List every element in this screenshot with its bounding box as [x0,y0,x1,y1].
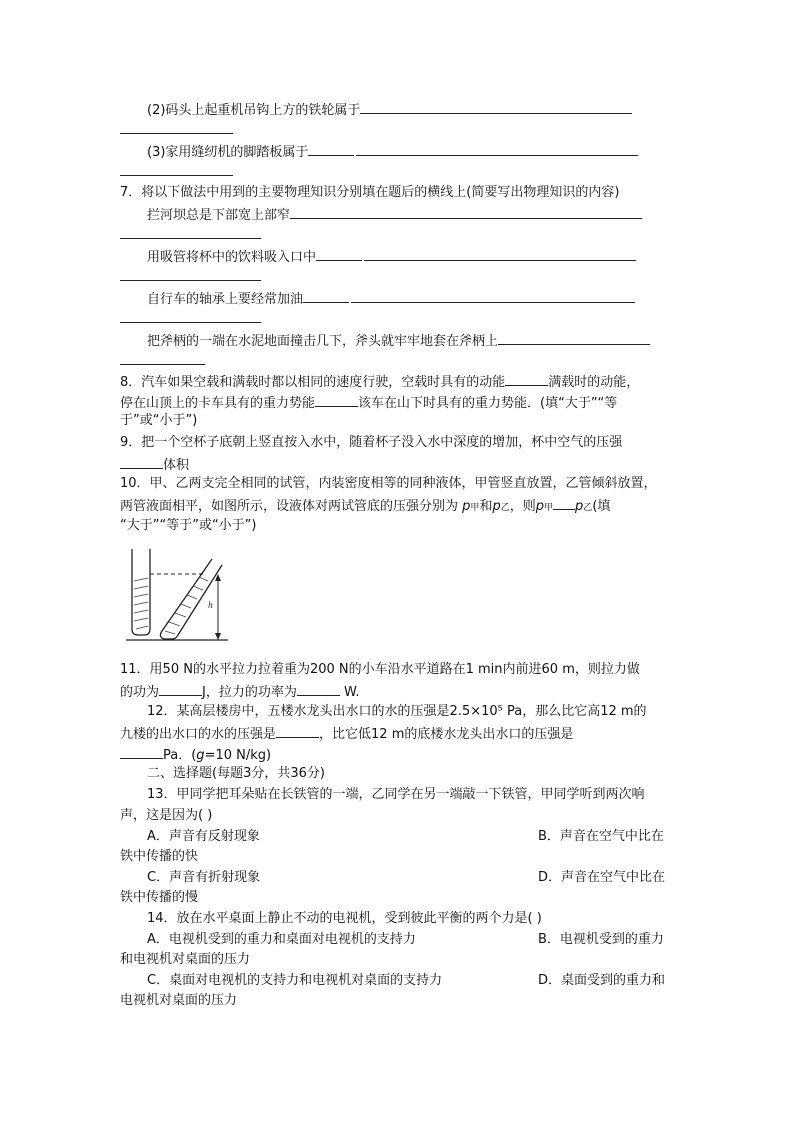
height-arrow [215,574,221,640]
q10-line1: 10．甲、乙两支完全相同的试管，内装密度相等的同种液体，甲管竖直放置，乙管倾斜放置， [120,476,657,491]
q14-option-a[interactable]: A．电视机受到的重力和桌面对电视机的支持力 [147,932,416,947]
answer-blank-continuation[interactable] [120,121,233,134]
q7-b: 用吸管将杯中的饮料吸入口中 [147,248,636,266]
q11-line2: 的功为 J，拉力的功率为 W. [120,685,360,700]
vertical-tube-jia [132,549,150,635]
q14-option-c[interactable]: C．桌面对电视机的支持力和电视机对桌面的支持力 [147,973,443,988]
answer-blank-continuation[interactable] [120,352,205,365]
q9-line1: 9．把一个空杯子底朝上竖直按入水中，随着杯子没入水中深度的增加，杯中空气的压强 [120,435,623,450]
q7-stem: 7．将以下做法中用到的主要物理知识分别填在题后的横线上(简要写出物理知识的内容) [120,185,620,200]
answer-blank[interactable] [360,101,632,114]
answer-blank[interactable] [364,248,636,261]
q6-item2: (2)码头上起重机吊钩上方的铁轮属于 [147,101,632,119]
answer-blank-continuation[interactable] [120,310,261,323]
q13-option-c[interactable]: C．声音有折射现象 [147,870,261,885]
answer-blank[interactable] [316,248,362,261]
q12-line3: Pa．(g=10 N/kg) [120,746,271,764]
answer-blank-continuation[interactable] [120,268,261,281]
q8-line1: 8．汽车如果空载和满载时都以相同的速度行驶，空载时具有的动能 满载时的动能， [120,375,640,390]
answer-blank[interactable] [351,290,635,303]
answer-blank-continuation[interactable] [120,226,261,239]
q13-stem-line2: 声，这是因为( ) [120,808,213,823]
answer-blank-continuation[interactable] [120,163,233,176]
q13-option-b-cont: 铁中传播的快 [120,849,199,864]
q7-a: 拦河坝总是下部宽上部窄 [147,206,642,224]
q14-option-d[interactable]: D．桌面受到的重力和 [538,973,666,988]
q12-line1: 12．某高层楼房中，五楼水龙头出水口的水的压强是2.5×10⁵ Pa，那么比它高12 m的 [147,704,647,719]
q13-option-d-cont: 铁中传播的慢 [120,890,199,905]
q13-option-b[interactable]: B．声音在空气中比在 [538,829,664,844]
q14-option-b-cont: 和电视机对桌面的压力 [120,952,251,967]
q8-line2: 停在山顶上的卡车具有的重力势能 该车在山下时具有的重力势能．(填“大于”“等 [120,396,618,411]
answer-blank[interactable] [553,497,575,510]
q14-option-d-cont: 电视机对桌面的压力 [120,993,238,1008]
answer-blank[interactable] [315,394,358,407]
q10-line2: 两管液面相平，如图所示，设液体对两试管底的压强分别为 p甲和p乙，则p甲 p乙(填 [120,499,611,514]
test-tube-figure [120,545,232,641]
q9-line2: 体积 [120,456,189,474]
answer-blank[interactable] [290,206,642,219]
answer-blank[interactable] [308,143,354,156]
q7-d: 把斧柄的一端在水泥地面撞击几下，斧头就牢牢地套在斧柄上 [147,332,650,350]
q14-stem: 14．放在水平桌面上静止不动的电视机，受到彼此平衡的两个力是( ) [147,911,542,926]
answer-blank[interactable] [159,683,202,696]
answer-blank[interactable] [120,456,163,469]
tilted-tube-yi [160,559,222,639]
q6-item3: (3)家用缝纫机的脚踏板属于 [147,143,638,161]
q11-line1: 11．用50 N的水平拉力拉着重为200 N的小车沿水平道路在1 min内前进60 m，则拉力做 [120,662,640,677]
answer-blank[interactable] [498,332,650,345]
section-heading: 二、选择题(每题3分，共36分) [147,766,325,781]
q13-option-a[interactable]: A．声音有反射现象 [147,829,260,844]
q12-line2: 九楼的出水口的水的压强是 ，比它低12 m的底楼水龙头出水口的压强是 [120,727,574,742]
height-label: h [208,601,214,610]
answer-blank[interactable] [356,143,638,156]
q14-option-b[interactable]: B．电视机受到的重力 [538,932,664,947]
q10-line3: “大于”“等于”或“小于”) [120,518,257,533]
answer-blank[interactable] [276,725,319,738]
q7-c: 自行车的轴承上要经常加油 [147,290,635,308]
answer-blank[interactable] [297,683,340,696]
answer-blank[interactable] [303,290,349,303]
answer-blank[interactable] [505,373,548,386]
q13-stem-line1: 13．甲同学把耳朵贴在长铁管的一端，乙同学在另一端敲一下铁管，甲同学听到两次响 [147,787,645,802]
q8-line3: 于”或“小于”) [120,413,198,428]
answer-blank[interactable] [120,746,163,759]
q13-option-d[interactable]: D．声音在空气中比在 [538,870,666,885]
